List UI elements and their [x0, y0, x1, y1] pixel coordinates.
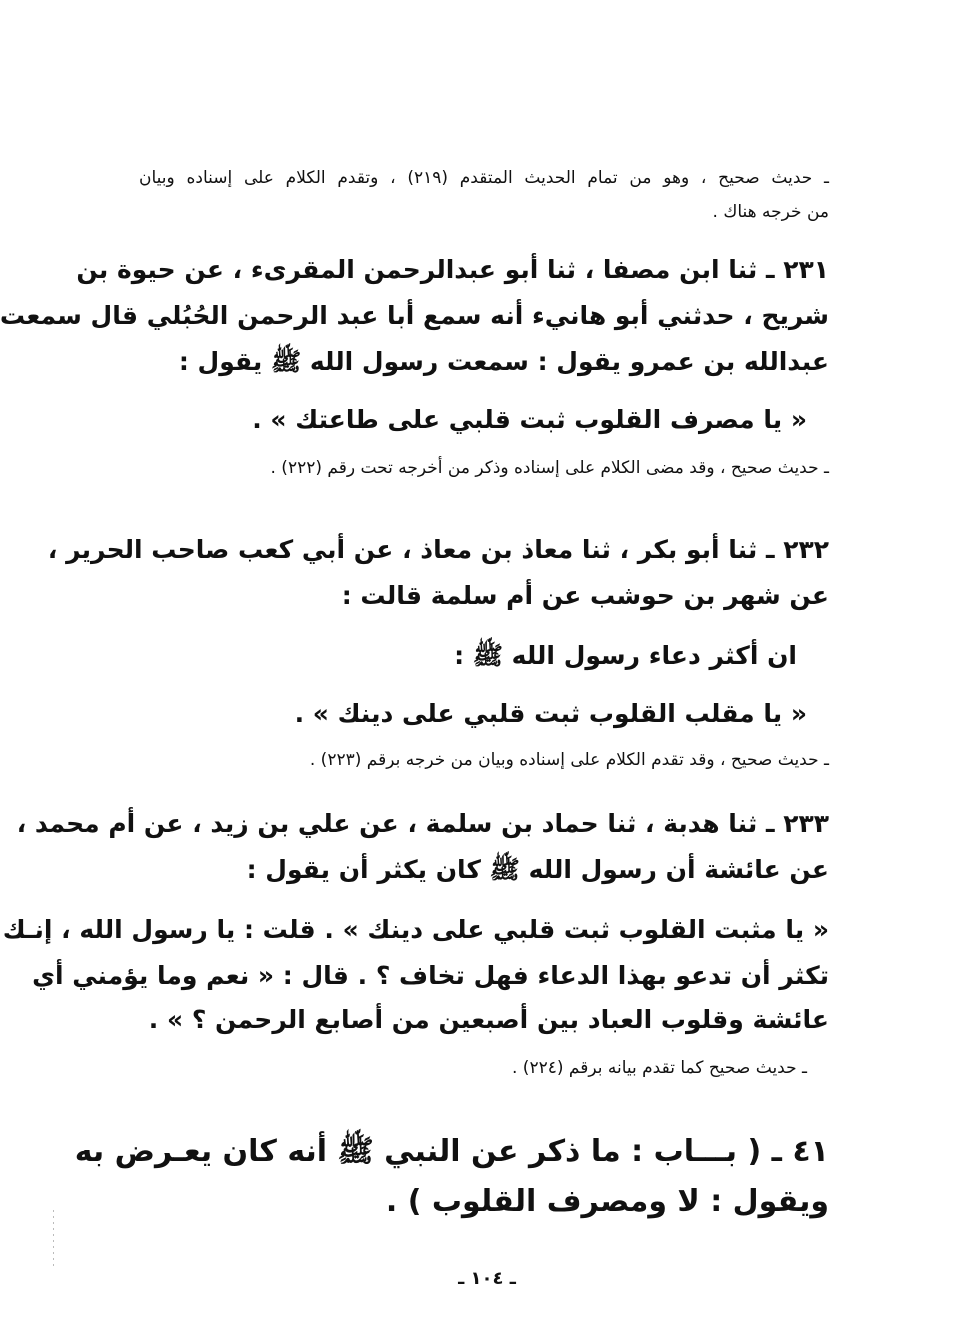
hadith-233-footnote: ـ حديث صحيح كما تقدم بيانه برقم (٢٢٤) . [512, 1058, 807, 1078]
hadith-232-line-1: ٢٣٢ ـ ثنا أبو بكر ، ثنا معاذ بن معاذ ، عن أبي كعب صاحب الحرير ، [47, 535, 829, 564]
hadith-231-line-3: عبدالله بن عمرو يقول : سمعت رسول الله ﷺ يقول : [178, 347, 829, 376]
page-number: ـ ١٠٤ ـ [458, 1268, 516, 1289]
hadith-232-line-2: عن شهر بن حوشب عن أم سلمة قالت : [341, 581, 829, 610]
hadith-231-line-1: ٢٣١ ـ ثنا ابن مصفا ، ثنا أبو عبدالرحمن المقرىء ، عن حيوة بن [76, 255, 829, 284]
hadith-232-quote: « يا مقلب القلوب ثبت قلبي على دينك » . [294, 699, 807, 728]
hadith-233-quote-line-3: عائشة وقلوب العباد بين أصبعين من أصابع الرحمن ؟ » . [148, 1005, 829, 1034]
hadith-233-line-2: عن عائشة أن رسول الله ﷺ كان يكثر أن يقول : [246, 855, 829, 884]
hadith-233-line-1: ٢٣٣ ـ ثنا هدبة ، ثنا حماد بن سلمة ، عن علي بن زيد ، عن أم محمد ، [16, 809, 829, 838]
hadith-233-quote-line-2: تكثر أن تدعو بهذا الدعاء فهل تخاف ؟ . قال : « نعم وما يؤمني أي [32, 961, 829, 990]
hadith-231-quote: « يا مصرف القلوب ثبت قلبي على طاعتك » . [252, 405, 807, 434]
hadith-233-quote-line-1: « يا مثبت القلوب ثبت قلبي على دينك » . قلت : يا رسول الله ، إنـك [2, 915, 829, 944]
hadith-232-line-3: ان أكثر دعاء رسول الله ﷺ : [454, 641, 797, 670]
hadith-231-line-2: شريح ، حدثني أبو هانيء أنه سمع أبا عبد الرحمن الحُبُلي قال سمعت [0, 301, 829, 330]
chapter-41-heading-line-2: ويقول : لا ومصرف القلوب ) . [385, 1184, 829, 1219]
footnote-219-line-1: ـ حديث صحيح ، وهو من تمام الحديث المتقدم (٢١٩) ، وتقدم الكلام على إسناده وبيان [139, 168, 829, 188]
footnote-219-line-2: من خرجه هناك . [712, 202, 829, 222]
chapter-41-heading-line-1: ٤١ ـ ( بـــاب : ما ذكر عن النبي ﷺ أنه كان يعـرض به [74, 1134, 829, 1169]
hadith-231-footnote: ـ حديث صحيح ، وقد مضى الكلام على إسناده وذكر من أخرجه تحت رقم (٢٢٢) . [270, 458, 829, 478]
scan-edge-mark [53, 1210, 54, 1270]
hadith-232-footnote: ـ حديث صحيح ، وقد تقدم الكلام على إسناده وبيان من خرجه برقم (٢٢٣) . [309, 750, 829, 770]
